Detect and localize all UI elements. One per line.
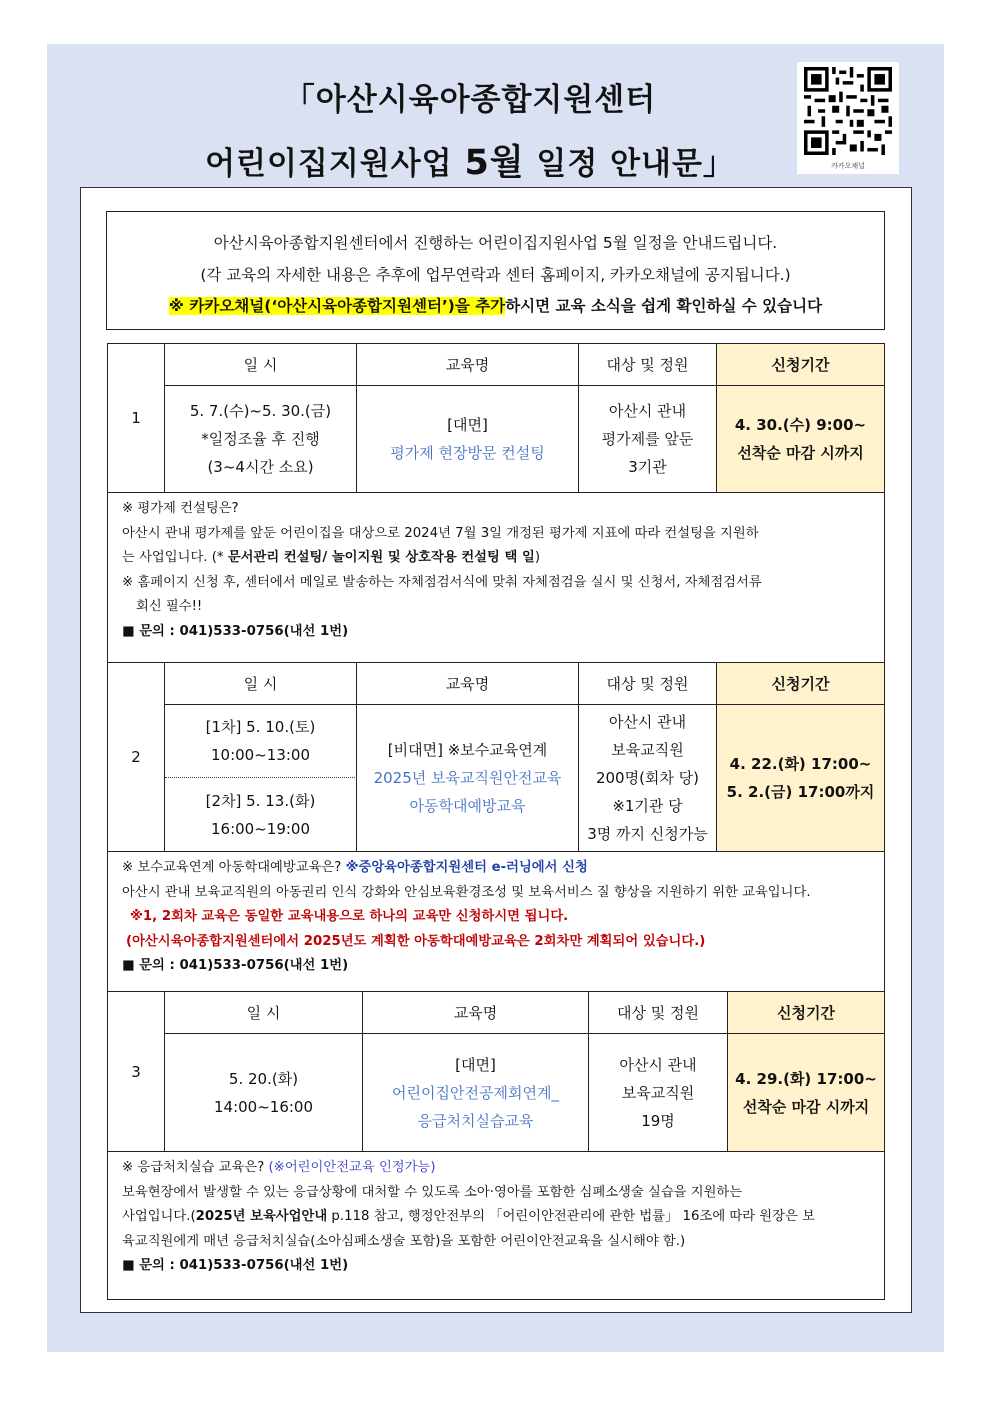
period-line: 선착순 마감 시까지 — [737, 444, 864, 462]
date-time: 16:00~19:00 — [210, 819, 311, 838]
header-name: 교육명 — [363, 992, 589, 1034]
note-line: ) — [534, 550, 541, 565]
cell-name — [357, 705, 579, 851]
target-line: 아산시 관내 — [608, 402, 687, 420]
date-line: 5. 7.(수)~5. 30.(금) — [189, 402, 332, 420]
cell-target — [579, 386, 717, 492]
section-number: 3 — [108, 992, 165, 1151]
note-line: ※ 홈페이지 신청 후, 센터에서 메일로 발송하는 자체점검서식에 맞춰 자체점검을 실시 및 신청서, 자체점검서류 — [122, 574, 762, 590]
note-question: ※ 평가제 컨설팅은? — [122, 501, 239, 516]
note-line: 아산시 관내 평가제를 앞둔 어린이집을 대상으로 2024년 7월 3일 개정된 평가제 지표에 따라 컨설팅을 지원하 — [122, 525, 759, 541]
intro-line2: (각 교육의 자세한 내용은 추후에 업무연락과 센터 홈페이지, 카카오채널에 공지됩니다.) — [200, 266, 791, 284]
target-line: 아산시 관내 — [619, 1055, 697, 1074]
section-1-table — [107, 343, 885, 493]
cell-period — [717, 705, 884, 851]
target-line: 보육교직원 — [621, 1083, 695, 1102]
target-line: 보육교직원 — [611, 741, 684, 759]
note-line: 회신 필수!! — [136, 599, 203, 614]
edu-title: 2025년 보육교직원안전교육 — [373, 769, 562, 787]
note-line: 아산시 관내 보육교직원의 아동권리 인식 강화와 안심보육환경조성 및 보육서비스 질 향상을 지원하기 위한 교육입니다. — [122, 884, 811, 900]
period-line: 4. 30.(수) 9:00~ — [734, 416, 867, 434]
title-text-a: 어린이집지원사업 — [205, 146, 465, 182]
header-period: 신청기간 — [717, 663, 884, 705]
cell-name — [357, 386, 579, 492]
note-line: p.118 참고, 행정안전부의 「어린이안전관리에 관한 법률」 16조에 따라 원장은 보 — [327, 1209, 815, 1224]
note-warning: (아산시육아종합지원센터에서 2025년도 계획한 아동학대예방교육은 2회차만 계획되어 있습니다.) — [126, 933, 706, 949]
contact-info: ■ 문의 : 041)533-0756(내선 1번) — [122, 1258, 349, 1273]
intro-highlight: ※ 카카오채널(‘아산시육아종합지원센터’)을 추가 — [168, 297, 506, 315]
cell-date — [165, 1034, 363, 1151]
edu-type: [비대면] ※보수교육연계 — [387, 741, 548, 759]
edu-title: 응급처치실습교육 — [417, 1111, 534, 1130]
header-period: 신청기간 — [728, 992, 884, 1034]
target-line: 아산시 관내 — [608, 713, 687, 731]
date-time: 14:00~16:00 — [213, 1097, 314, 1116]
header-date: 일 시 — [165, 663, 357, 705]
page-title-line2 — [150, 135, 790, 185]
cell-period — [728, 1034, 884, 1151]
cell-date-session-2 — [165, 778, 357, 851]
target-line: 3명 까지 신청가능 — [587, 825, 708, 843]
kakao-qr-code[interactable] — [797, 62, 899, 174]
target-line: 평가제를 앞둔 — [601, 430, 694, 448]
cell-period — [717, 386, 884, 492]
note-bold: 2025년 보육사업안내 — [195, 1209, 328, 1224]
note-line: 사업입니다.( — [122, 1209, 196, 1224]
header-target: 대상 및 정원 — [589, 992, 728, 1034]
period-line: 선착순 마감 시까지 — [742, 1097, 870, 1116]
section-2-notes — [107, 852, 885, 994]
target-line: 200명(회차 당) — [595, 769, 700, 787]
target-line: ※1기관 당 — [612, 797, 683, 815]
section-1-notes — [107, 493, 885, 665]
date-time: 10:00~13:00 — [210, 746, 311, 764]
note-question: ※ 응급처치실습 교육은? — [122, 1160, 269, 1175]
note-line: 육교직원에게 매년 응급처치실습(소아심폐소생술 포함)을 포함한 어린이안전교육을 실시해야 함.) — [122, 1233, 686, 1249]
section-3-table — [107, 991, 885, 1152]
header-name: 교육명 — [357, 663, 579, 705]
header-date: 일 시 — [165, 344, 357, 386]
cell-target — [589, 1034, 728, 1151]
page-title-line1: 「아산시육아종합지원센터 — [283, 82, 657, 118]
cell-target — [579, 705, 717, 851]
note-warning: ※1, 2회차 교육은 동일한 교육내용으로 하나의 교육만 신청하시면 됩니다. — [130, 909, 569, 924]
title-month: 5월 — [464, 143, 525, 183]
note-line: 는 사업입니다. (* — [122, 550, 228, 565]
date-note: *일정조율 후 진행 — [201, 430, 320, 448]
target-line: 19명 — [641, 1111, 675, 1130]
contact-info: ■ 문의 : 041)533-0756(내선 1번) — [122, 958, 349, 973]
header-target: 대상 및 정원 — [579, 663, 717, 705]
period-line: 4. 29.(화) 17:00~ — [735, 1069, 877, 1088]
header-target: 대상 및 정원 — [579, 344, 717, 386]
header-period: 신청기간 — [717, 344, 884, 386]
cell-date — [165, 386, 357, 492]
note-line: 보육현장에서 발생할 수 있는 응급상황에 대처할 수 있도록 소아·영아를 포함한 심폐소생술 실습을 지원하는 — [122, 1184, 743, 1200]
period-line: 5. 2.(금) 17:00까지 — [726, 783, 875, 801]
header-date: 일 시 — [165, 992, 363, 1034]
note-elearning: ※중앙육아종합지원센터 e-러닝에서 신청 — [345, 860, 588, 875]
edu-title: 어린이집안전공제회연계_ — [392, 1083, 559, 1102]
edu-type: [대면] — [447, 416, 488, 434]
intro-line1: 아산시육아종합지원센터에서 진행하는 어린이집지원사업 5월 일정을 안내드립니다. — [213, 234, 778, 252]
section-2-table — [107, 662, 885, 852]
edu-type: [대면] — [455, 1055, 496, 1074]
intro-box — [106, 211, 885, 330]
date-line: 5. 20.(화) — [228, 1069, 299, 1088]
edu-title: 아동학대예방교육 — [409, 797, 526, 815]
edu-title: 평가제 현장방문 컨설팅 — [390, 444, 545, 462]
header-name: 교육명 — [357, 344, 579, 386]
date-duration: (3~4시간 소요) — [207, 458, 314, 476]
date-line: [1차] 5. 10.(토) — [205, 718, 316, 736]
note-bold: 문서관리 컨설팅/ 놀이지원 및 상호작용 컨설팅 택 일 — [227, 550, 535, 565]
date-line: [2차] 5. 13.(화) — [205, 791, 316, 810]
contact-info: ■ 문의 : 041)533-0756(내선 1번) — [122, 623, 349, 639]
section-number: 2 — [108, 663, 165, 851]
cell-date-session-1 — [165, 705, 357, 778]
note-question: ※ 보수교육연계 아동학대예방교육은? — [122, 860, 346, 875]
cell-name — [363, 1034, 589, 1151]
section-number: 1 — [108, 344, 165, 492]
target-line: 3기관 — [628, 458, 667, 476]
title-text-c: 일정 안내문」 — [524, 146, 735, 182]
period-line: 4. 22.(화) 17:00~ — [729, 755, 872, 773]
note-credit: (※어린이안전교육 인정가능) — [268, 1160, 436, 1175]
intro-line3-rest: 하시면 교육 소식을 쉽게 확인하실 수 있습니다 — [505, 297, 823, 315]
intro-line3 — [107, 294, 884, 316]
section-3-notes — [107, 1152, 885, 1300]
qr-code-icon — [804, 67, 892, 155]
qr-label: 카카오채널 — [831, 162, 865, 170]
